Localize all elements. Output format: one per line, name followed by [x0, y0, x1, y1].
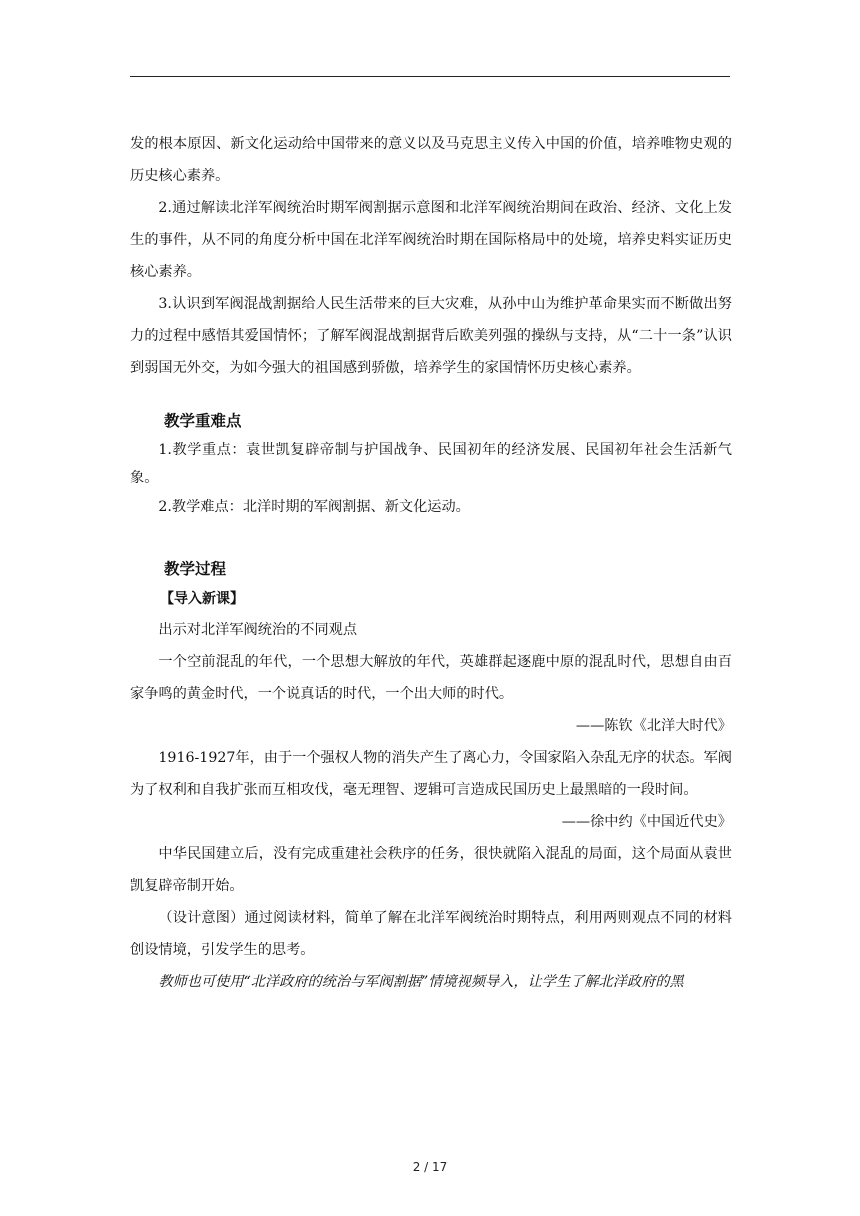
quote-2: 1916-1927年，由于一个强权人物的消失产生了离心力，令国家陷入杂乱无序的状态。军阀为了权利和自我扩张而互相攻伐，毫无理智、逻辑可言造成民国历史上最黑暗的一段时间。	[130, 750, 732, 798]
quote-1: 一个空前混乱的年代，一个思想大解放的年代，英雄群起逐鹿中原的混乱时代，思想自由百家争鸣的黄金时代，一个说真话的时代，一个出大师的时代。	[130, 654, 732, 702]
objective-paragraph-3: 3.认识到军阀混战割据给人民生活带来的巨大灾难，从孙中山为维护革命果实而不断做出努力的过程中感悟其爱国情怀；了解军阀混战割据背后欧美列强的操纵与支持，从“二十一条”认识到弱国无外交，为如今强大的祖国感到骄傲，培养学生的家国情怀历史核心素养。	[130, 296, 732, 376]
design-intent-paragraph: （设计意图）通过阅读材料，简单了解在北洋军阀统治时期特点，利用两则观点不同的材料创设情境，引发学生的思考。	[130, 910, 732, 958]
key-point-item-1: 1.教学重点：袁世凯复辟帝制与护国战争、民国初年的经济发展、民国初年社会生活新气象。	[130, 442, 732, 486]
page-number: 2 / 17	[412, 1160, 448, 1174]
key-point-item-2: 2.教学难点：北洋时期的军阀割据、新文化运动。	[158, 499, 470, 515]
key-points-heading: 教学重难点	[164, 412, 242, 430]
header-rule	[130, 76, 730, 77]
objective-paragraph-continued: 发的根本原因、新文化运动给中国带来的意义以及马克思主义传入中国的价值，培养唯物史观的历史核心素养。	[130, 136, 732, 184]
teacher-note-paragraph: 教师也可使用“北洋政府的统治与军阀割据”情境视频导入，让学生了解北洋政府的黑	[158, 974, 684, 990]
process-paragraph-1: 中华民国建立后，没有完成重建社会秩序的任务，很快就陷入混乱的局面，这个局面从袁世凯复辟帝制开始。	[130, 846, 732, 894]
quote-2-source: ——徐中约《中国近代史》	[561, 814, 732, 830]
process-subheading: 【导入新课】	[160, 591, 244, 607]
process-intro: 出示对北洋军阀统治的不同观点	[158, 622, 358, 638]
quote-1-source: ——陈钦《北洋大时代》	[575, 718, 732, 734]
process-heading: 教学过程	[164, 560, 227, 578]
objective-paragraph-2: 2.通过解读北洋军阀统治时期军阀割据示意图和北洋军阀统治期间在政治、经济、文化上发生的事件，从不同的角度分析中国在北洋军阀统治时期在国际格局中的处境，培养史料实证历史核心素养。	[130, 200, 732, 280]
page-body	[130, 128, 732, 998]
